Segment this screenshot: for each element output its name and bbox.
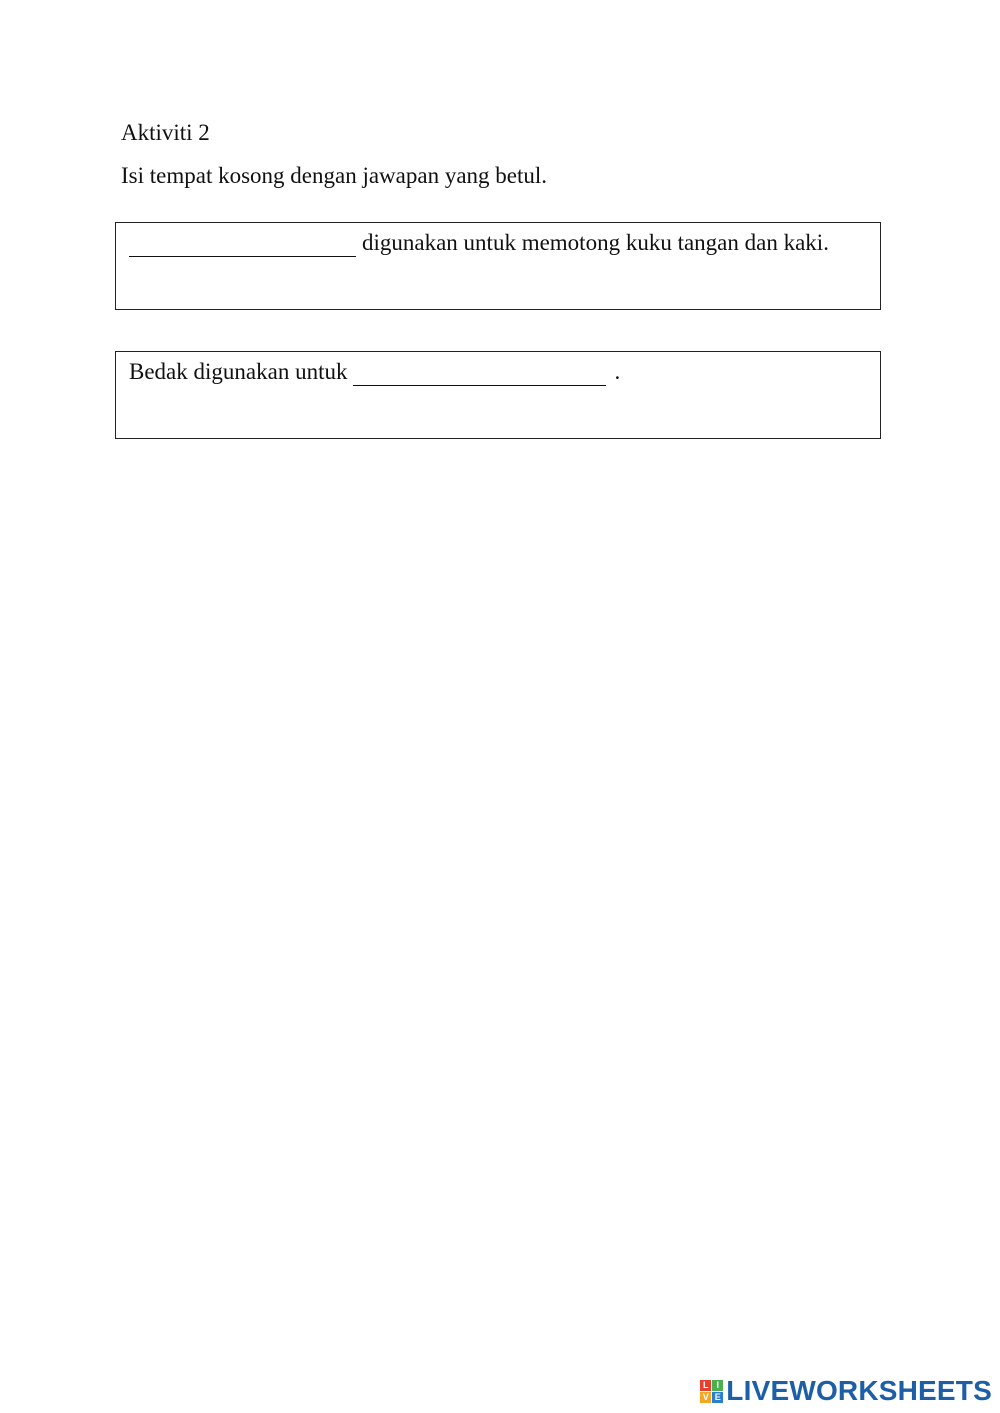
logo-letter-l: L: [700, 1380, 711, 1391]
activity-heading: Aktiviti 2: [121, 120, 210, 145]
question-box-2: [115, 351, 881, 439]
liveworksheets-logo[interactable]: [700, 1377, 992, 1405]
answer-blank-1[interactable]: [129, 232, 356, 257]
question-2-text: Bedak digunakan untuk: [129, 359, 348, 384]
question-2-end: .: [614, 359, 621, 384]
question-line-1: [129, 229, 829, 257]
question-line-2: [129, 358, 620, 386]
question-1-text: digunakan untuk memotong kuku tangan dan kaki.: [362, 230, 829, 255]
logo-letter-e: E: [712, 1392, 723, 1403]
logo-letter-i: I: [712, 1380, 723, 1391]
brand-name: LIVEWORKSHEETS: [726, 1375, 992, 1406]
answer-blank-2[interactable]: [353, 361, 606, 386]
question-box-1: [115, 222, 881, 310]
logo-letter-v: V: [700, 1392, 711, 1403]
instruction-text: Isi tempat kosong dengan jawapan yang betul.: [121, 163, 548, 188]
logo-icon: [700, 1380, 723, 1403]
